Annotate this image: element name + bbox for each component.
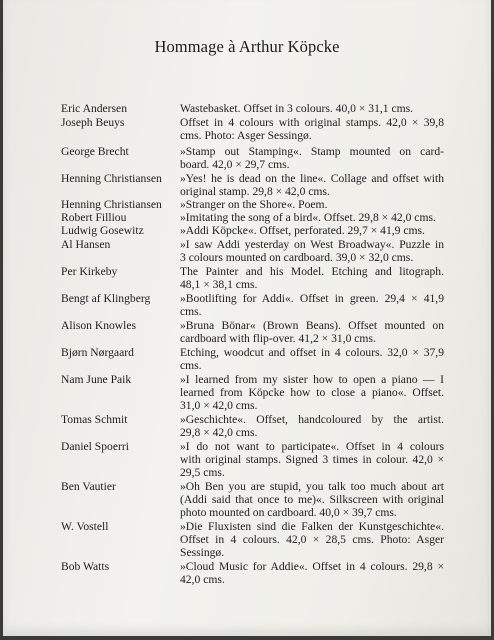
work-description: [180, 560, 444, 586]
work-description: [180, 211, 444, 224]
artist-name: Eric Andersen: [61, 102, 127, 115]
artist-name: Robert Filliou: [61, 211, 127, 224]
work-description-line: Wastebasket. Offset in 3 colours. 40,0 × 31,1 cms.: [180, 102, 414, 115]
work-description: [180, 373, 444, 412]
work-description-line: 3 colours mounted on cardboard. 39,0 × 32,0 cms.: [180, 251, 414, 265]
artist-name: Henning Christiansen: [61, 172, 162, 185]
work-description-line: The Painter and his Model. Etching and litograph.: [180, 265, 444, 278]
artist-name: Nam June Paik: [61, 373, 132, 386]
work-description-line: »I learned from my sister how to open a piano — I: [180, 373, 444, 386]
work-description-line: 29,8 × 42,0 cms.: [180, 426, 258, 440]
work-description-line: with original stamps. Signed 3 times in colour. 42,0 ×: [180, 453, 444, 467]
work-description-line: Offset in 4 colours. 42,0 × 28,5 cms. Photo: Asger: [180, 533, 444, 547]
artist-name: Ben Vautier: [61, 480, 116, 493]
work-description: [180, 480, 444, 519]
work-description-line: 29,5 cms.: [180, 466, 225, 480]
work-description-line: Etching, woodcut and offset in 4 colours. 32,0 × 37,9: [180, 346, 444, 359]
work-description-line: cms.: [180, 305, 202, 319]
work-description-line: »Cloud Music for Addie«. Offset in 4 colours. 29,8 ×: [180, 560, 444, 573]
work-description-line: cms. Photo: Asger Sessingø.: [180, 129, 312, 143]
work-description: [180, 172, 444, 198]
work-description: [180, 116, 444, 142]
work-description-line: learned from Köpcke how to close a piano«. Offset.: [180, 386, 444, 400]
work-description: [180, 292, 444, 318]
artist-name: Per Kirkeby: [61, 265, 118, 278]
artist-name: W. Vostell: [61, 520, 109, 533]
work-description-line: Offset in 4 colours with original stamps. 42,0 × 39,8: [180, 116, 444, 129]
work-description-line: 48,1 × 38,1 cms.: [180, 278, 258, 292]
work-description-line: Sessingø.: [180, 546, 225, 560]
work-description-line: »Oh Ben you are stupid, you talk too much about art: [180, 480, 444, 493]
artist-name: Joseph Beuys: [61, 116, 125, 129]
work-description: [180, 319, 444, 345]
work-description: [180, 102, 444, 115]
work-description: [180, 224, 444, 237]
artist-name: Henning Christiansen: [61, 198, 162, 211]
work-description: [180, 346, 444, 372]
artist-name: Al Hansen: [61, 238, 111, 251]
work-description-line: »Geschichte«. Offset, handcoloured by the artist.: [180, 413, 444, 426]
work-description-line: »I saw Addi yesterday on West Broadway«. Puzzle in: [180, 238, 444, 251]
artist-name: Daniel Spoerri: [61, 440, 129, 453]
page-title: Hommage à Arthur Köpcke: [154, 37, 340, 56]
work-description-line: »Bootlifting for Addi«. Offset in green. 29,4 × 41,9: [180, 292, 444, 305]
work-description: [180, 440, 444, 479]
work-description-line: board. 42,0 × 29,7 cms.: [180, 158, 290, 172]
work-description-line: »Yes! he is dead on the line«. Collage and offset with: [180, 172, 444, 185]
work-description-line: »Imitating the song of a bird«. Offset. 29,8 × 42,0 cms.: [180, 211, 436, 224]
work-description-line: »Die Fluxisten sind die Falken der Kunstgeschichte«.: [180, 520, 444, 533]
work-description-line: (Addi said that once to me)«. Silkscreen with original: [180, 493, 444, 507]
artist-name: Bjørn Nørgaard: [61, 346, 134, 359]
artist-name: Ludwig Gosewitz: [61, 224, 144, 237]
work-description-line: 42,0 cms.: [180, 573, 225, 587]
artist-name: George Brecht: [61, 145, 129, 158]
work-description-line: photo mounted on cardboard. 40,0 × 39,7 cms.: [180, 506, 397, 520]
work-description: [180, 520, 444, 559]
work-description-line: »Bruna Bönar« (Brown Beans). Offset mounted on: [180, 319, 444, 332]
work-description-line: »Stamp out Stamping«. Stamp mounted on card-: [180, 145, 444, 158]
work-description: [180, 265, 444, 291]
work-description: [180, 413, 444, 439]
work-description-line: 31,0 × 42,0 cms.: [180, 399, 258, 413]
work-description-line: original stamp. 29,8 × 42,0 cms.: [180, 185, 330, 199]
work-description-line: »Addi Köpcke«. Offset, perforated. 29,7 × 41,9 cms.: [180, 224, 425, 237]
work-description: [180, 198, 444, 211]
artist-name: Bob Watts: [61, 560, 110, 573]
artist-name: Tomas Schmit: [61, 413, 128, 426]
work-description-line: cms.: [180, 359, 202, 373]
artist-name: Alison Knowles: [61, 319, 137, 332]
work-description-line: »I do not want to participate«. Offset in 4 colours: [180, 440, 444, 453]
work-description-line: cardboard with flip-over. 41,2 × 31,0 cms.: [180, 332, 376, 346]
work-description: [180, 238, 444, 264]
work-description: [180, 145, 444, 171]
artist-name: Bengt af Klingberg: [61, 292, 151, 305]
work-description-line: »Stranger on the Shore«. Poem.: [180, 198, 328, 211]
